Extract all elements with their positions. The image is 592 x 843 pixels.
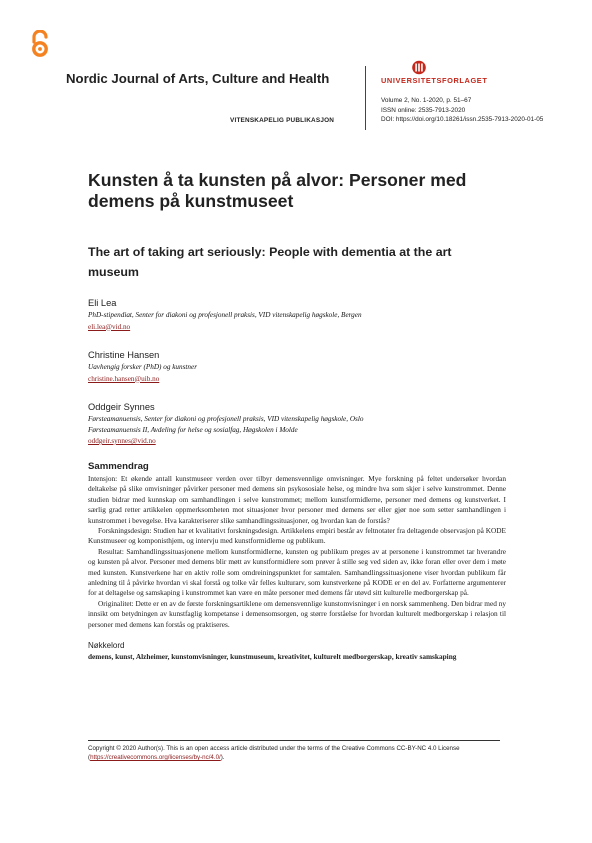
author-affiliation: PhD-stipendiat, Senter for diakoni og profesjonell praksis, VID vitenskapelig høgskole, Bergen xyxy=(88,311,362,319)
abstract-paragraph-intent: Intensjon: Et økende antall kunstmuseer verden over tilbyr demensvennlige omvisninger. Mye forskning på feltet undersøker hvordan deltakelse på slike omvisninger påvirker personer med demens sin psykososiale helse, og mindre hva som skjer i selve kunstrommet. Denne studien bidrar med kunnskap om samhandlingen i selve kunstrommet; mellom kunstformidlerne, personer med demens og kunstverket. I særlig grad retter artikkelen oppmerksomheten mot situasjoner hvor personer med demens ser eller gjør noe som setter samhandlingen i kunstrommet i bevegelse. Hva karakteriserer slike samhandlingssituasjoner, og hvordan kan de forstås? xyxy=(88,474,506,525)
abstract-paragraph-design: Forskningsdesign: Studien har et kvalitativt forskningsdesign. Artikkelens empiri består av feltnotater fra deltagende observasjon på KODE Kunstmuseer og komponisthjem, og intervju med kunstformidlerne og publikum. xyxy=(88,526,506,546)
author-affiliation: Uavhengig forsker (PhD) og kunstner xyxy=(88,363,197,371)
copyright-notice xyxy=(88,745,500,763)
copyright-text: Copyright © 2020 Author(s). This is an open access article distributed under the terms of the Creative Commons CC-BY-NC 4.0 License ( xyxy=(88,745,460,761)
author-email-link[interactable]: christine.hansen@uib.no xyxy=(88,374,160,383)
keywords-heading: Nøkkelord xyxy=(88,641,125,650)
keywords-list: demens, kunst, Alzheimer, kunstomvisninger, kunstmuseum, kreativitet, kulturelt medborgerskap, kreativ samskaping xyxy=(88,652,457,661)
author-name: Eli Lea xyxy=(88,298,117,308)
footer-divider xyxy=(88,740,500,741)
abstract-body xyxy=(88,474,506,630)
author-affiliation: Førsteamanuensis, Senter for diakoni og profesjonell praksis, VID vitenskapelig høgskole, Oslo xyxy=(88,415,364,423)
license-link[interactable]: https://creativecommons.org/licenses/by-nc/4.0/ xyxy=(90,753,221,761)
article-metadata xyxy=(381,96,543,125)
copyright-end: ). xyxy=(220,753,225,761)
article-title-english: The art of taking art seriously: People with dementia at the art museum xyxy=(88,245,452,279)
author-name: Oddgeir Synnes xyxy=(88,402,155,412)
header-divider xyxy=(365,66,366,130)
abstract-paragraph-originality: Originalitet: Dette er en av de første forskningsartiklene om demensvennlige kunstomvisninger i en norsk sammenheng. Den bidrar med ny innsikt om betydningen av kunstfaglig kompetanse i demensomsorgen, og større forståelse for hvordan kulturelt medborgerskap i relasjon til personer med demens kan forstås og praktiseres. xyxy=(88,598,506,629)
universitetsforlaget-logo-icon xyxy=(412,60,426,75)
author-email-link[interactable]: oddgeir.synnes@vid.no xyxy=(88,437,156,445)
author-block xyxy=(88,298,362,332)
publisher-name: UNIVERSITETSFORLAGET xyxy=(381,76,488,85)
abstract-heading: Sammendrag xyxy=(88,461,149,472)
journal-title: Nordic Journal of Arts, Culture and Health xyxy=(66,71,330,86)
publication-type: VITENSKAPELIG PUBLIKASJON xyxy=(230,117,335,124)
author-name: Christine Hansen xyxy=(88,350,160,360)
issn-info: ISSN online: 2535-7913-2020 xyxy=(381,106,466,114)
volume-info: Volume 2, No. 1-2020, p. 51–67 xyxy=(381,97,472,104)
open-access-icon xyxy=(29,30,51,58)
author-block xyxy=(88,402,363,447)
author-affiliation-secondary: Førsteamanuensis II, Avdeling for helse og sosialfag, Høgskolen i Molde xyxy=(88,425,298,434)
article-title: Kunsten å ta kunsten på alvor: Personer med demens på kunstmuseet xyxy=(88,170,467,211)
author-block xyxy=(88,350,197,384)
author-email-link[interactable]: eli.lea@vid.no xyxy=(88,322,131,331)
abstract-paragraph-results: Resultat: Samhandlingssituasjonene mellom kunstformidlerne, kunsten og publikum preges av at personene i kunstrommet tar hverandre og kunsten på alvor. Personer med demens blir møtt av kunstformidlere som prøver å stille seg ved siden av, ikke foran eller over dem i møte med kunsten. Kunstverkene har en aktiv rolle som omdreiningspunktet for samtalen. Samhandlingssituasjonene viser hvordan publikum får anledning til å påvirke hvordan vi skal forstå og tolke vår felles kulturarv, som kunstverkene på KODE er en del av. Forfatterne argumenterer for at deltagelse og samskaping i kunstrommet kan være en måte personer med demens får utøvd sitt kulturelle medborgerskap på. xyxy=(88,546,506,598)
doi-info[interactable]: DOI: https://doi.org/10.18261/issn.2535-7913-2020-01-05 xyxy=(381,116,544,123)
